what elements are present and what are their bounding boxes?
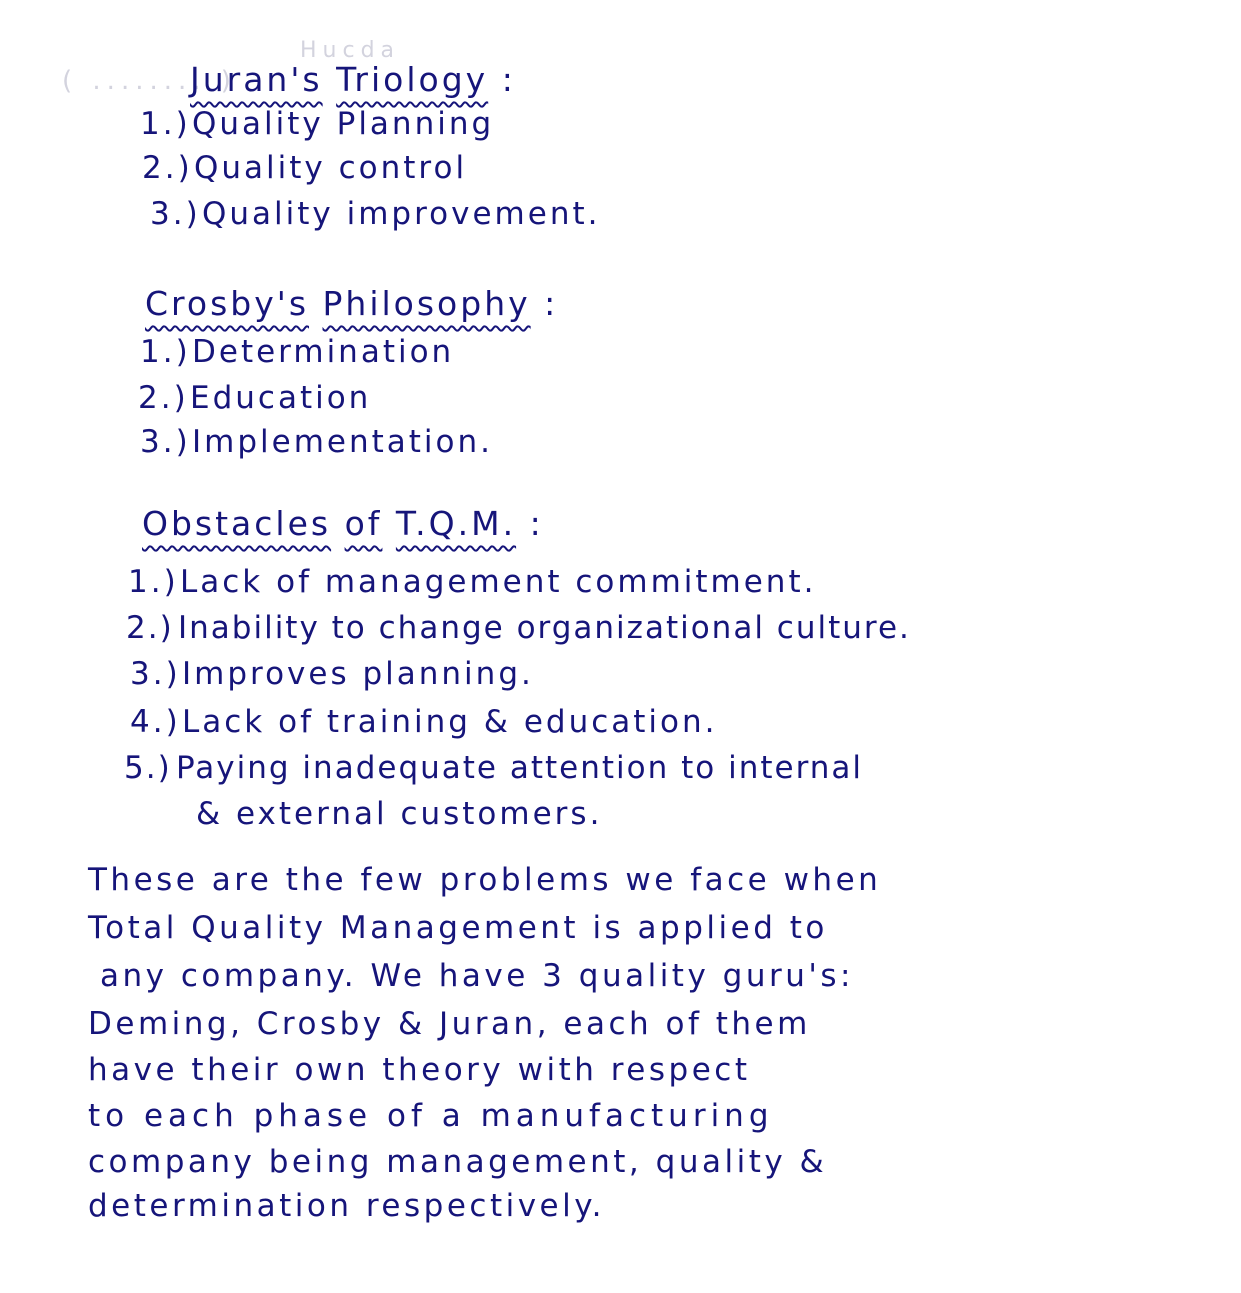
list-item xyxy=(130,656,534,692)
paragraph-line: to each phase of a manufacturing xyxy=(88,1098,774,1134)
paragraph-line: Deming, Crosby & Juran, each of them xyxy=(88,1006,811,1042)
paragraph-line: determination respectively. xyxy=(88,1188,606,1224)
item-text: Paying inadequate attention to internal xyxy=(176,750,864,786)
item-number: 2.) xyxy=(142,150,193,186)
list-item xyxy=(138,380,371,416)
heading-colon: : xyxy=(529,504,544,543)
item-text: Education xyxy=(190,380,372,416)
item-text: Lack of management commitment. xyxy=(180,564,817,600)
list-item xyxy=(130,704,718,740)
item-number: 1.) xyxy=(128,564,179,600)
heading-word: Triology xyxy=(336,60,489,99)
item-number: 2.) xyxy=(138,380,189,416)
item-text: Determination xyxy=(192,334,455,370)
heading-word: Crosby's xyxy=(145,284,310,323)
item-number: 3.) xyxy=(130,656,181,692)
item-number: 5.) xyxy=(124,750,172,786)
item-text: Quality control xyxy=(194,150,468,186)
paragraph-line: Total Quality Management is applied to xyxy=(88,910,828,946)
item-text: Implementation. xyxy=(192,424,494,460)
item-number: 4.) xyxy=(130,704,181,740)
item-text: Quality Planning xyxy=(192,106,495,142)
heading-word: Philosophy xyxy=(322,284,531,323)
list-item xyxy=(128,564,816,600)
heading-word: Juran's xyxy=(190,60,323,99)
list-item xyxy=(124,750,863,786)
faint-bleedthrough-text: Hucda xyxy=(300,38,401,63)
list-item xyxy=(126,610,911,646)
heading-word: T.Q.M. xyxy=(395,504,517,543)
list-item xyxy=(140,424,493,460)
heading-obstacles-of-tqm xyxy=(142,504,544,543)
item-text: & external customers. xyxy=(196,796,603,832)
heading-colon: : xyxy=(501,60,516,99)
item-number: 3.) xyxy=(140,424,191,460)
paragraph-line: have their own theory with respect xyxy=(88,1052,751,1088)
heading-crosbys-philosophy xyxy=(145,284,558,323)
item-text: Lack of training & education. xyxy=(182,704,718,740)
paragraph-line: company being management, quality & xyxy=(88,1144,828,1180)
list-item xyxy=(142,150,467,186)
heading-jurans-triology xyxy=(190,60,516,99)
item-number: 3.) xyxy=(150,196,201,232)
item-text: Improves planning. xyxy=(182,656,534,692)
list-item xyxy=(140,106,494,142)
item-number: 1.) xyxy=(140,334,191,370)
list-item-continuation xyxy=(196,796,602,832)
heading-colon: : xyxy=(544,284,559,323)
heading-word: Obstacles xyxy=(142,504,332,543)
item-text: Inability to change organizational culture. xyxy=(178,610,911,646)
paragraph-line: These are the few problems we face when xyxy=(88,862,882,898)
heading-word: of xyxy=(344,504,383,543)
list-item xyxy=(150,196,601,232)
list-item xyxy=(140,334,454,370)
item-number: 2.) xyxy=(126,610,174,646)
faint-bleedthrough-text: ( ........ ) xyxy=(62,66,237,96)
item-text: Quality improvement. xyxy=(202,196,601,232)
paragraph-line: any company. We have 3 quality guru's: xyxy=(100,958,854,994)
item-number: 1.) xyxy=(140,106,191,142)
